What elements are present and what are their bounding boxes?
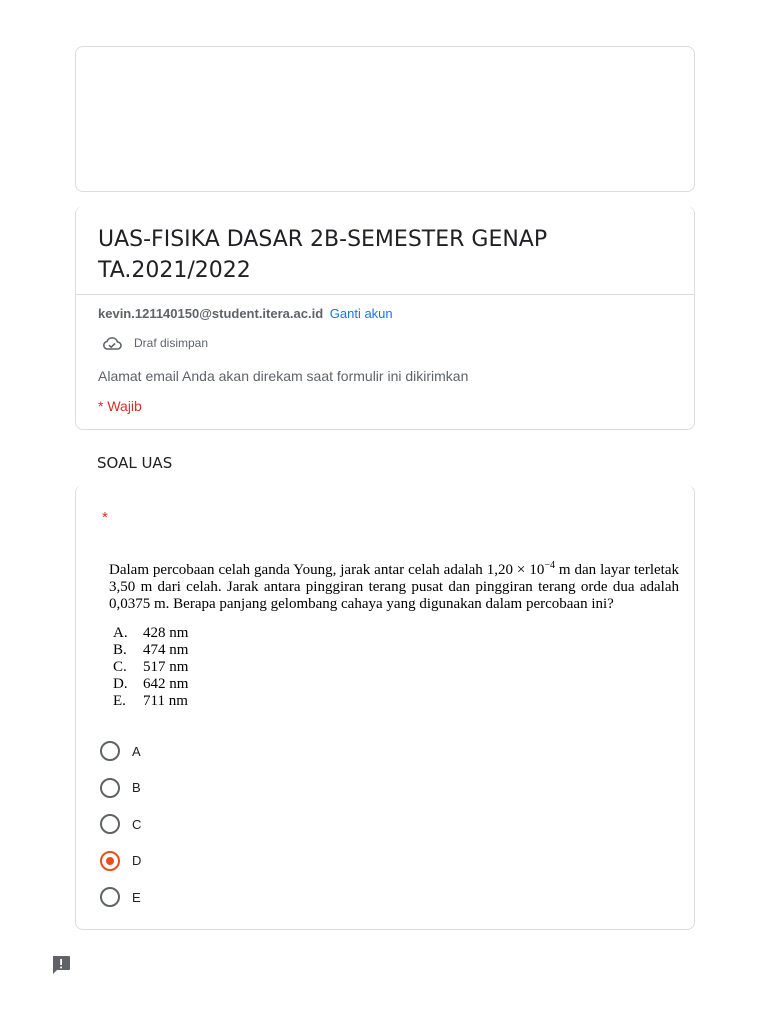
choice-label: B xyxy=(132,780,141,796)
form-title-card xyxy=(75,206,695,430)
account-email: kevin.121140150@student.itera.ac.id xyxy=(98,306,324,321)
question-image xyxy=(109,557,679,710)
radio-button-selected[interactable] xyxy=(100,851,120,871)
radio-button[interactable] xyxy=(100,741,120,761)
choice-label: D xyxy=(132,853,142,869)
choice-b[interactable] xyxy=(100,770,141,807)
draft-status-label: Draf disimpan xyxy=(134,336,209,350)
radio-button[interactable] xyxy=(100,778,120,798)
feedback-icon[interactable] xyxy=(50,954,72,981)
draft-status xyxy=(102,336,208,350)
choice-e[interactable] xyxy=(100,879,141,916)
form-title: UAS-FISIKA DASAR 2B-SEMESTER GENAP TA.2021/2022 xyxy=(98,227,548,283)
divider xyxy=(76,294,694,295)
choice-c[interactable] xyxy=(100,806,141,843)
choice-label: E xyxy=(132,889,141,905)
choice-label: C xyxy=(132,816,142,832)
list-item: B. 474 nm xyxy=(113,642,189,658)
required-notice: * Wajib xyxy=(98,398,142,414)
answer-choices xyxy=(100,733,141,916)
list-item: E. 711 nm xyxy=(113,693,188,709)
list-item: C. 517 nm xyxy=(113,659,189,675)
section-title: SOAL UAS xyxy=(97,454,173,472)
list-item: A. 428 nm xyxy=(113,625,189,641)
option-list xyxy=(109,625,679,710)
radio-button[interactable] xyxy=(100,814,120,834)
choice-label: A xyxy=(132,743,141,759)
choice-d[interactable] xyxy=(100,843,141,880)
radio-button[interactable] xyxy=(100,887,120,907)
cloud-check-icon xyxy=(102,336,122,350)
choice-a[interactable] xyxy=(100,733,141,770)
question-card xyxy=(75,485,695,930)
email-notice: Alamat email Anda akan direkam saat formulir ini dikirimkan xyxy=(98,368,469,384)
account-row xyxy=(98,306,393,321)
required-star: * xyxy=(102,509,108,526)
switch-account-link[interactable]: Ganti akun xyxy=(329,306,393,321)
question-text: Dalam percobaan celah ganda Young, jarak antar celah adalah $1,20 \times 10^{-4}$ m dan layar terletak 3,50 m dari celah. Jarak antara pinggiran terang pusat dan pinggiran terang orde dua adalah 0,0375 m. Berapa panjang gelombang cahaya yang digunakan dalam percobaan ini? xyxy=(109,560,679,612)
header-image-card xyxy=(75,46,695,192)
list-item: D. 642 nm xyxy=(113,676,189,692)
